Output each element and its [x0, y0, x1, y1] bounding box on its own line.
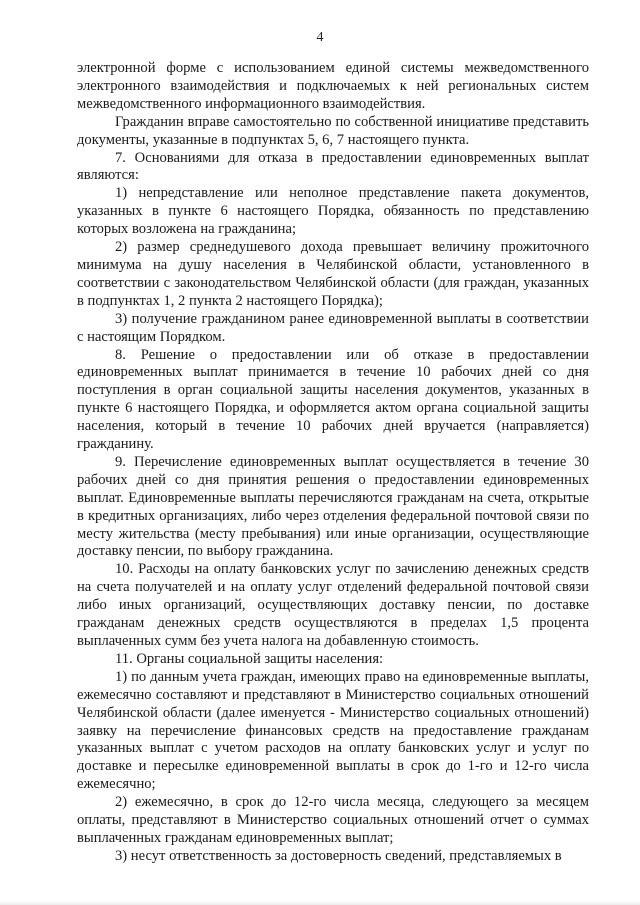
document-body	[77, 60, 589, 866]
paragraph-11-item-1: 1) по данным учета граждан, имеющих право на единовременные выплаты, ежемесячно составляют и представляют в Министерство социальных отношений Челябинской области (далее именуется - Министерство социальных отношений) заявку на перечисление финансовых средств на предоставление гражданам указанных выплат с учетом расходов на оплату банковских услуг и услуг по доставке и пересылке единовременной выплаты в срок до 1-го и 12-го числа ежемесячно;	[77, 668, 589, 793]
paragraph-9-transfer: 9. Перечисление единовременных выплат осуществляется в течение 30 рабочих дней со дня принятия решения о предоставлении единовременных выплат. Единовременные выплаты перечисляются гражданам на счета, открытые в кредитных организациях, либо через отделения федеральной почтовой связи по месту жительства (месту пребывания) или иные организации, осуществляющие доставку пенсии, по выбору гражданина.	[77, 453, 589, 560]
paragraph-7-item-3: 3) получение гражданином ранее единовременной выплаты в соответствии с настоящим Порядком.	[77, 310, 589, 345]
paragraph-10-expenses: 10. Расходы на оплату банковских услуг по зачислению денежных средств на счета получателей и на оплату услуг отделений федеральной почтовой связи либо иных организаций, осуществляющих доставку пенсии, по доставке гражданам денежных средств осуществляются в пределах 1,5 процента выплаченных сумм без учета налога на добавленную стоимость.	[77, 561, 589, 649]
paragraph-8-decision: 8. Решение о предоставлении или об отказе в предоставлении единовременных выплат принимается в течение 10 рабочих дней со дня поступления в орган социальной защиты населения документов, указанных в пункте 6 настоящего Порядка, и оформляется актом органа социальной защиты населения, который в течение 10 рабочих дней вручается (направляется) гражданину.	[77, 346, 589, 453]
paragraph-11-bodies: 11. Органы социальной защиты населения:	[115, 650, 384, 667]
scan-edge-shadow	[0, 901, 640, 905]
paragraph-7-grounds-refusal: 7. Основаниями для отказа в предоставлении единовременных выплат являются:	[77, 149, 589, 184]
paragraph-7-item-2: 2) размер среднедушевого дохода превышает величину прожиточного минимума на душу населения в Челябинской области, установленного в соответствии с законодательством Челябинской области (для граждан, указанных в подпунктах 1, 2 пункта 2 настоящего Порядка);	[77, 239, 589, 309]
paragraph-11-item-2: 2) ежемесячно, в срок до 12-го числа месяца, следующего за месяцем оплаты, представляют в Министерство социальных отношений отчет о суммах выплаченных гражданам единовременных выплат;	[77, 794, 589, 846]
paragraph-citizen-right: Гражданин вправе самостоятельно по собственной инициативе представить документы, указанные в подпунктах 5, 6, 7 настоящего пункта.	[77, 113, 589, 148]
paragraph-continuation: электронной форме с использованием единой системы межведомственного электронного взаимодействия и подключаемых к ней региональных систем межведомственного информационного взаимодействия.	[77, 60, 589, 112]
paragraph-7-item-1: 1) непредставление или неполное представление пакета документов, указанных в пункте 6 настоящего Порядка, обязанность по представлению которых возложена на гражданина;	[77, 185, 589, 238]
page-number: 4	[316, 30, 324, 45]
paragraph-11-item-3: 3) несут ответственность за достоверность сведений, представляемых в	[115, 847, 562, 864]
